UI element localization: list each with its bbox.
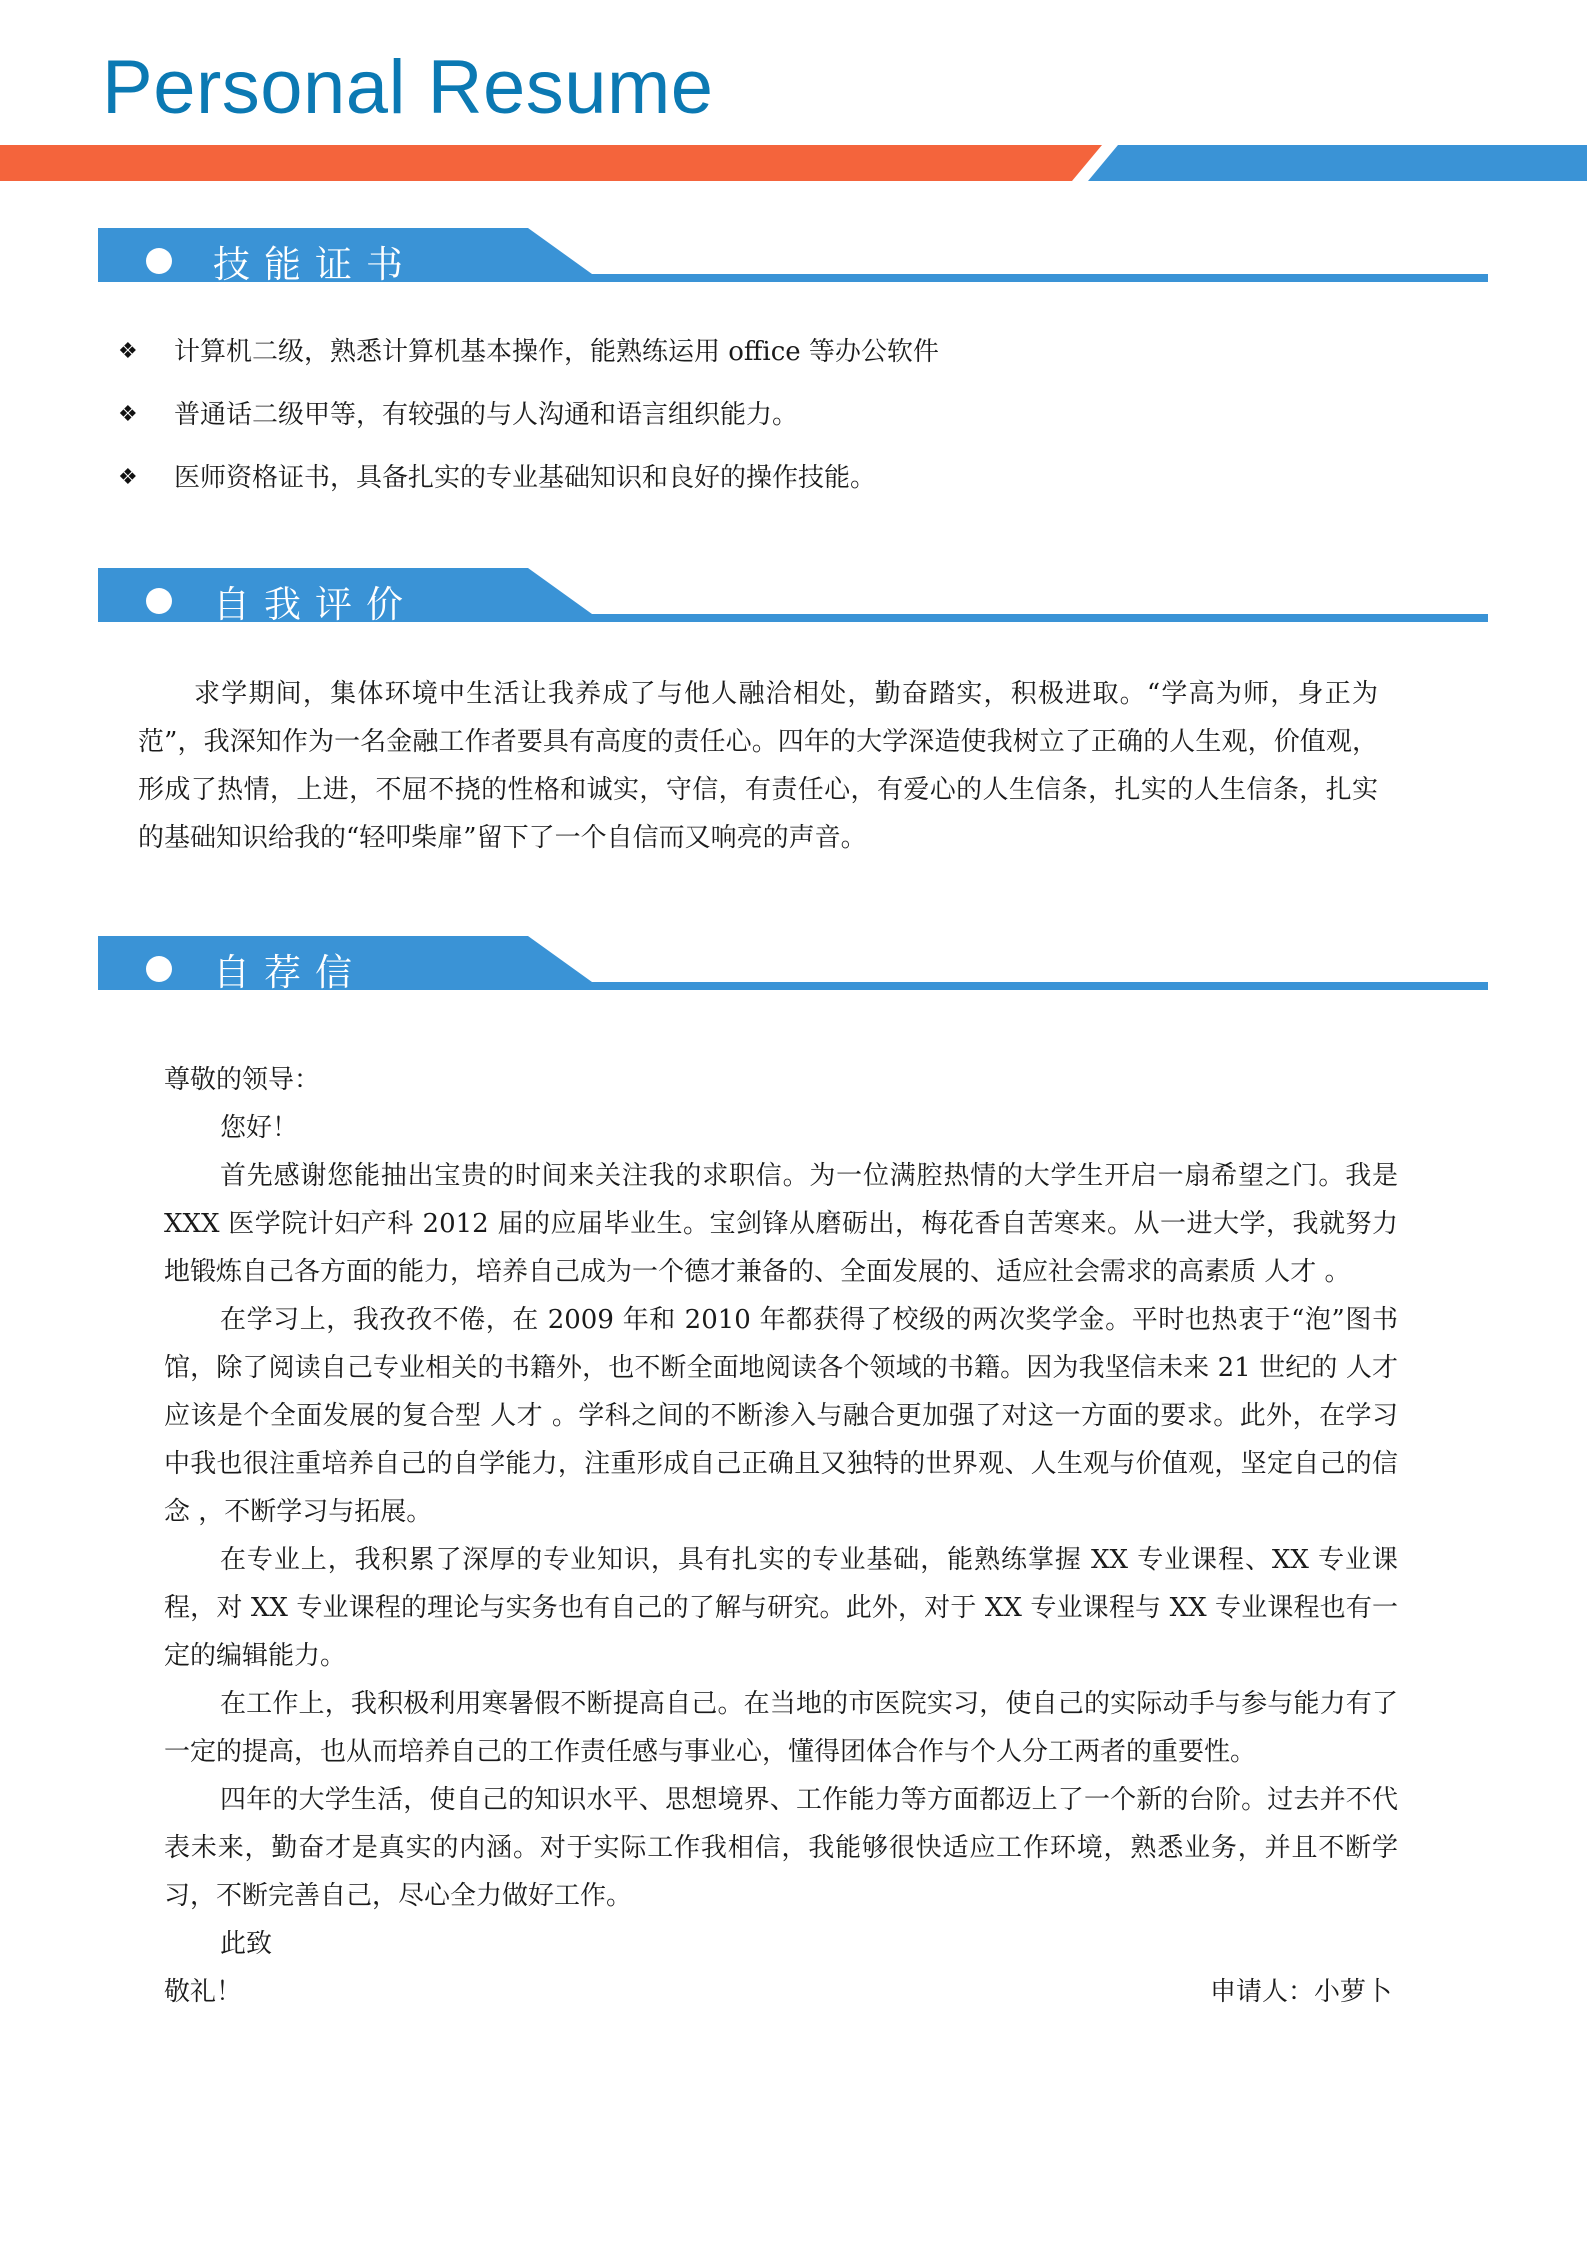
letter-sign-row xyxy=(164,1968,1398,2016)
section-dot-icon xyxy=(146,588,172,614)
letter-signature: 申请人：小萝卜 xyxy=(1209,1977,1392,2007)
letter-salutation: 尊敬的领导： xyxy=(164,1065,321,1095)
skill-text: 医师资格证书，具备扎实的专业基础知识和良好的操作技能。 xyxy=(174,463,877,493)
letter-paragraph: 在工作上，我积极利用寒暑假不断提高自己。在当地的市医院实习，使自己的实际动手与参与能力有了一定的提高，也从而培养自己的工作责任感与事业心，懂得团体合作与个人分工两者的重要性。 xyxy=(164,1689,1398,1767)
letter-regards: 敬礼！ xyxy=(164,1977,243,2007)
self-evaluation-text: 求学期间，集体环境中生活让我养成了与他人融洽相处，勤奋踏实，积极进取。“学高为师，身正为范”，我深知作为一名金融工作者要具有高度的责任心。四年的大学深造使我树立了正确的人生观，价值观，形成了热情，上进，不屈不挠的性格和诚实，守信，有责任心，有爱心的人生信条，扎实的人生信条，扎实的基础知识给我的“轻叩柴扉”留下了一个自信而又响亮的声音。 xyxy=(138,679,1378,853)
letter-paragraph: 四年的大学生活，使自己的知识水平、思想境界、工作能力等方面都迈上了一个新的台阶。过去并不代表未来，勤奋才是真实的内涵。对于实际工作我相信，我能够很快适应工作环境，熟悉业务，并且不断学习，不断完善自己，尽心全力做好工作。 xyxy=(164,1785,1398,1911)
letter-paragraph: 在学习上，我孜孜不倦，在 2009 年和 2010 年都获得了校级的两次奖学金。平时也热衷于“泡”图书馆，除了阅读自己专业相关的书籍外，也不断全面地阅读各个领域的书籍。因为我坚信未来 21 世纪的 人才 应该是个全面发展的复合型 人才 。学科之间的不断渗入与融合更加强了对这一方面的要求。此外，在学习中我也很注重培养自己的自学能力，注重形成自己正确且又独特的世界观、人生观与价值观，坚定自己的信念 ，不断学习与拓展。 xyxy=(164,1305,1398,1527)
letter-closing: 此致 xyxy=(220,1929,273,1959)
section-heading: 自荐信 xyxy=(213,951,366,994)
skill-text: 普通话二级甲等，有较强的与人沟通和语言组织能力。 xyxy=(174,400,799,430)
letter-paragraph: 首先感谢您能抽出宝贵的时间来关注我的求职信。为一位满腔热情的大学生开启一扇希望之门。我是 XXX 医学院计妇产科 2012 届的应届毕业生。宝剑锋从磨砺出，梅花香自苦寒来。从一进大学，我就努力地锻炼自己各方面的能力，培养自己成为一个德才兼备的、全面发展的、适应社会需求的高素质 人才 。 xyxy=(164,1161,1398,1287)
section-header-skills xyxy=(98,228,1488,290)
resume-title: Personal Resume xyxy=(102,45,714,130)
section-heading: 自我评价 xyxy=(213,583,417,626)
diamond-bullet-icon: ❖ xyxy=(118,339,138,364)
diamond-bullet-icon: ❖ xyxy=(118,465,138,490)
diamond-bullet-icon: ❖ xyxy=(118,402,138,427)
letter-greeting: 您好！ xyxy=(220,1113,299,1143)
letter-paragraph: 在专业上，我积累了深厚的专业知识，具有扎实的专业基础，能熟练掌握 XX 专业课程、XX 专业课程，对 XX 专业课程的理论与实务也有自己的了解与研究。此外，对于 XX 专业课程与 XX 专业课程也有一定的编辑能力。 xyxy=(164,1545,1398,1671)
section-dot-icon xyxy=(146,248,172,274)
section-dot-icon xyxy=(146,956,172,982)
cover-letter xyxy=(164,1056,1398,2016)
header-color-bands xyxy=(0,145,1587,181)
section-header-cover-letter xyxy=(98,936,1488,998)
section-header-self-evaluation xyxy=(98,568,1488,630)
orange-band xyxy=(0,145,1102,181)
section-heading: 技能证书 xyxy=(213,243,417,286)
skill-text: 计算机二级，熟悉计算机基本操作，能熟练运用 office 等办公软件 xyxy=(174,337,939,367)
blue-band xyxy=(1088,145,1587,181)
